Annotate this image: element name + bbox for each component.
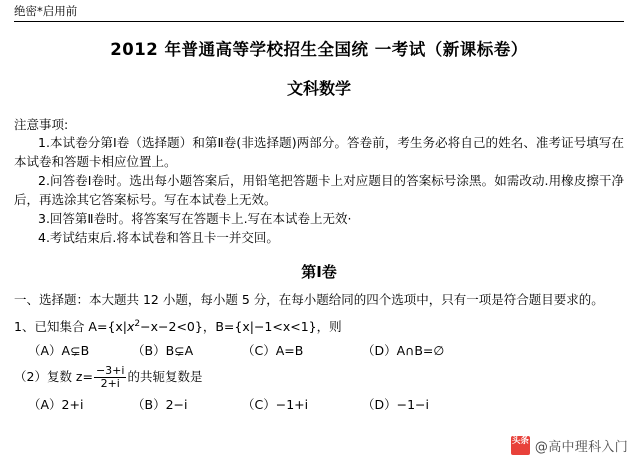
- notice-item-2: 2.问答卷Ⅰ卷时。选出每小题答案后，用铅笔把答题卡上对应题目的答案标号涂黑。如需改动.用橡皮擦干净后，再选涂其它答案标号。写在本试卷上无效。: [14, 173, 624, 207]
- question-2-choice-b[interactable]: （B）2−i: [132, 397, 188, 413]
- secret-label: 绝密*启用前: [14, 4, 78, 18]
- question-2-fraction: [94, 365, 127, 390]
- toutiao-logo-icon: 头条: [511, 436, 530, 455]
- question-1-stem-mid: −x−2<0}，B={x|−1<x<1}，则: [140, 319, 342, 335]
- page-title: 2012 年普通高等学校招生全国统 一考试（新课标卷）: [110, 40, 528, 59]
- question-1-number: 1、: [14, 319, 35, 335]
- watermark: [511, 436, 628, 455]
- subject-title: 文科数学: [286, 79, 351, 98]
- header-divider: [14, 21, 624, 22]
- question-2-choice-a[interactable]: （A）2+i: [28, 397, 84, 413]
- section-instruction: 一、选择题：本大题共 12 小题，每小题 5 分，在每小题给同的四个选项中，只有一项是符合题目要求的。: [14, 292, 604, 307]
- question-1-variable: x: [127, 319, 135, 335]
- question-1-choice-d[interactable]: （D）A∩B=∅: [362, 343, 445, 359]
- question-2: [14, 365, 624, 390]
- notice-heading: 注意事项:: [14, 117, 69, 132]
- question-2-stem-suffix: 的共轭复数是: [127, 369, 203, 385]
- question-1-stem-prefix: 已知集合 A={x|: [34, 319, 128, 335]
- notice-item-1: 1.本试卷分第Ⅰ卷（选择题）和第Ⅱ卷(非选择题)两部分。答卷前，考生务必将自己的姓名、准考证号填写在本试卷和答题卡相应位置上。: [14, 135, 624, 169]
- question-2-choice-c[interactable]: （C）−1+i: [242, 397, 309, 413]
- watermark-text: @高中理科入门: [534, 440, 628, 455]
- notice-item-4: 4.考试结束后.将本试卷和答且卡一并交回。: [38, 230, 279, 245]
- question-2-number: （2）: [14, 369, 47, 385]
- question-2-choices: [14, 395, 624, 413]
- question-2-choice-d[interactable]: （D）−1−i: [362, 397, 429, 413]
- notice-item-3: 3.回答第Ⅱ卷时。将答案写在答题卡上.写在本试卷上无效·: [38, 211, 352, 226]
- question-1: [14, 315, 624, 336]
- question-1-choices: [14, 341, 624, 359]
- question-2-stem-prefix: 复数 z=: [46, 369, 93, 385]
- question-2-fraction-numerator: −3+i: [95, 364, 125, 378]
- question-1-choice-c[interactable]: （C）A=B: [242, 343, 304, 359]
- question-2-fraction-denominator: 2+i: [100, 377, 120, 391]
- question-1-exponent: 2: [134, 319, 141, 329]
- question-1-choice-a[interactable]: （A）A⊊B: [28, 343, 90, 359]
- question-1-choice-b[interactable]: （B）B⊊A: [132, 343, 194, 359]
- section-title: 第Ⅰ卷: [301, 263, 337, 281]
